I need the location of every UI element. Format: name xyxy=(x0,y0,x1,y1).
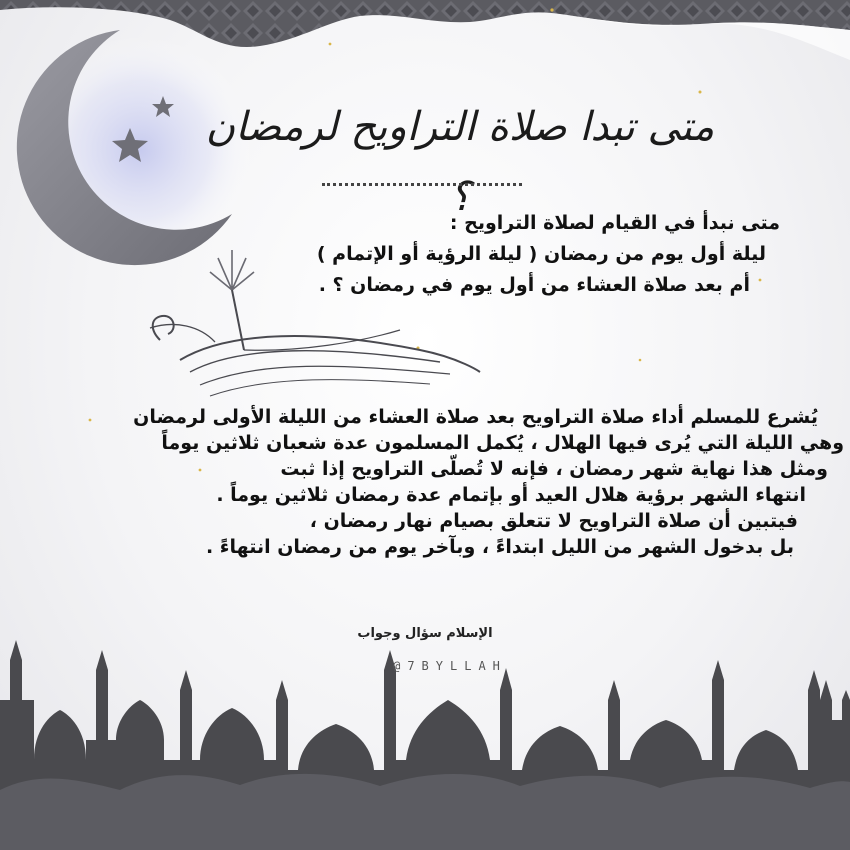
brand-watermark: @7BYLLAH xyxy=(393,659,507,673)
answer-line: بل بدخول الشهر من الليل ابتداءً ، وبآخر يوم من رمضان انتهاءً . xyxy=(205,536,794,558)
answer-line: انتهاء الشهر برؤية هلال العيد أو بإتمام عدة رمضان ثلاثين يوماً . xyxy=(216,484,806,506)
question-line: ليلة أول يوم من رمضان ( ليلة الرؤية أو الإتمام ) xyxy=(316,243,766,265)
answer-block xyxy=(12,404,844,560)
question-block xyxy=(220,208,780,301)
answer-line: فيتبين أن صلاة التراويح لا تتعلق بصيام نهار رمضان ، xyxy=(309,510,798,532)
question-line: متى نبدأ في القيام لصلاة التراويح : xyxy=(449,212,780,234)
question-line: أم بعد صلاة العشاء من أول يوم في رمضان ؟ . xyxy=(318,274,750,296)
page-title: متى تبدا صلاة التراويح لرمضان ؟ xyxy=(205,104,715,220)
answer-line: يُشرع للمسلم أداء صلاة التراويح بعد صلاة العشاء من الليلة الأولى لرمضان xyxy=(133,406,818,428)
answer-line: وهي الليلة التي يُرى فيها الهلال ، يُكمل المسلمون عدة شعبان ثلاثين يوماً xyxy=(161,432,844,454)
source-credit: الإسلام سؤال وجواب xyxy=(357,626,493,641)
dotted-divider xyxy=(322,183,522,186)
answer-line: ومثل هذا نهاية شهر رمضان ، فإنه لا تُصلّى التراويح إذا ثبت xyxy=(280,458,828,480)
